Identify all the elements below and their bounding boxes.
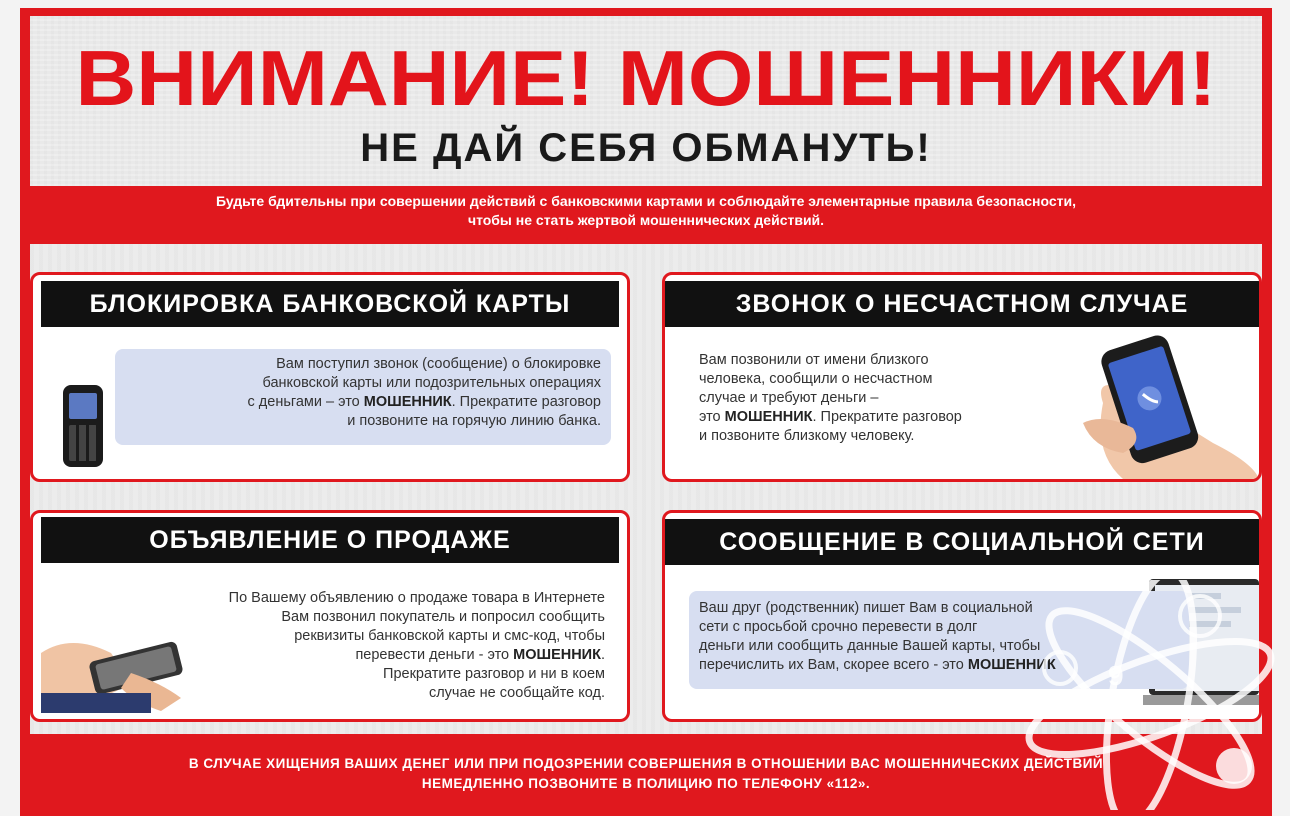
fraudster-word: МОШЕННИК (724, 409, 813, 425)
mobile-phone-icon (63, 385, 103, 467)
card-text: По Вашему объявлению о продаже товара в Интернете Вам позвонил покупатель и попросил сообщить реквизиты банковской карты и смс-код, чтобы перевести деньги - это МОШЕННИК. Прекратите разговор и ни в коем случае не сообщайте код. (228, 590, 605, 701)
watermark-logo (1020, 580, 1282, 810)
card-sale-ad (30, 510, 630, 722)
card-accident-call (662, 272, 1262, 482)
watermark-number: 9 (1108, 660, 1124, 691)
card-title: ЗВОНОК О НЕСЧАСТНОМ СЛУЧАЕ (665, 281, 1259, 327)
page-subtitle: НЕ ДАЙ СЕБЯ ОБМАНУТЬ! (360, 126, 932, 170)
footer-line-2: НЕМЕДЛЕННО ПОЗВОНИТЕ В ПОЛИЦИЮ ПО ТЕЛЕФОНУ «112». (421, 776, 871, 791)
hand-smartphone-icon (1063, 333, 1259, 479)
intro-text (20, 192, 1272, 230)
card-card-block (30, 272, 630, 482)
card-title: БЛОКИРОВКА БАНКОВСКОЙ КАРТЫ (41, 281, 619, 327)
card-title: СООБЩЕНИЕ В СОЦИАЛЬНОЙ СЕТИ (665, 519, 1259, 565)
intro-line-1: Будьте бдительны при совершении действий с банковскими картами и соблюдайте элементарные правила безопасности, (215, 193, 1077, 209)
intro-line-2: чтобы не стать жертвой мошеннических действий. (467, 212, 825, 228)
card-text: Ваш друг (родственник) пишет Вам в социальной сети с просьбой срочно перевести в долг деньги или сообщить данные Вашей карты, чтобы перечислить их Вам, скорее всего - это МОШЕННИК (689, 591, 1189, 689)
page-title: ВНИМАНИЕ! МОШЕННИКИ! (75, 34, 1217, 122)
header (30, 16, 1262, 186)
footer-line-1: В СЛУЧАЕ ХИЩЕНИЯ ВАШИХ ДЕНЕГ ИЛИ ПРИ ПОДОЗРЕНИИ СОВЕРШЕНИЯ В ОТНОШЕНИИ ВАС МОШЕННИЧЕСКИХ ДЕЙСТВИЙ (188, 756, 1104, 771)
fraudster-word: МОШЕННИК (363, 394, 452, 410)
card-text: Вам позвонили от имени близкого человека, сообщили о несчастном случае и требуют деньги – это МОШЕННИК. Прекратите разговор и позвоните близкому человеку. (699, 352, 962, 444)
fraudster-word: МОШЕННИК (967, 657, 1056, 673)
fraudster-word: МОШЕННИК (513, 647, 601, 663)
card-text: Вам поступил звонок (сообщение) о блокировке банковской карты или подозрительных операциях с деньгами – это МОШЕННИК. Прекратите разговор и позвоните на горячую линию банка. (115, 349, 611, 445)
card-title: ОБЪЯВЛЕНИЕ О ПРОДАЖЕ (41, 517, 619, 563)
